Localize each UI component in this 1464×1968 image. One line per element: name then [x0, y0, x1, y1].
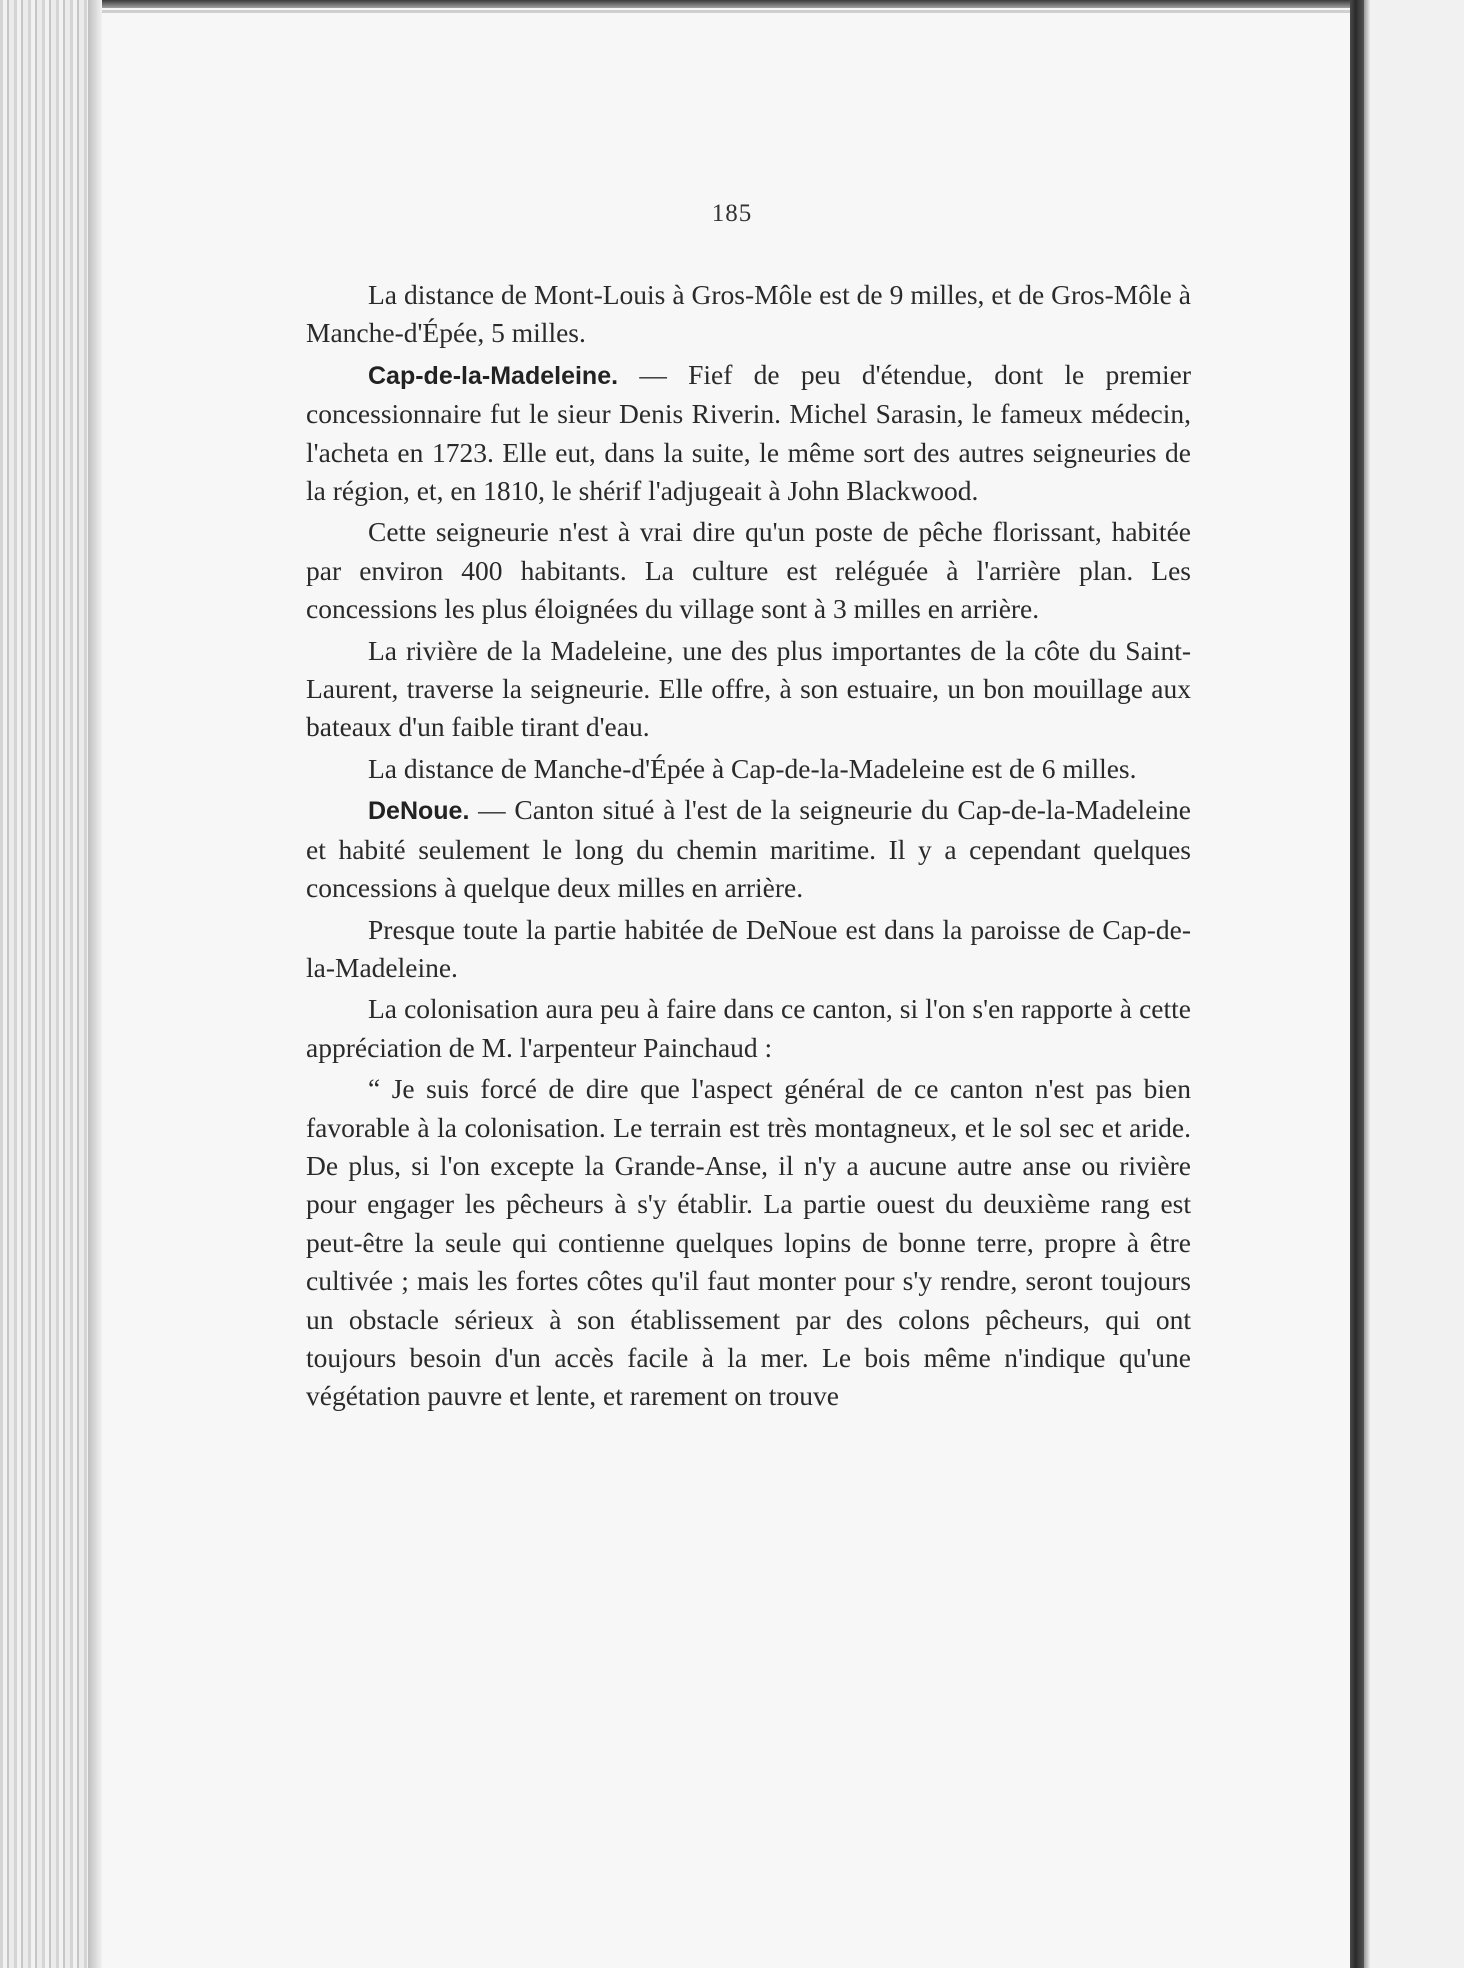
gutter-spine [1350, 0, 1364, 1968]
facing-page-edge [1364, 0, 1464, 1968]
paragraph-text: “ Je suis forcé de dire que l'aspect général de ce canton n'est pas bien favorable à la colonisation. Le terrain est très montagneux, et le sol sec et aride. De plus, si l'on excepte la Grande-Anse, il n'y a aucune autre anse ou rivière pour engager les pêcheurs à s'y établir. La partie ouest du deuxième rang est peut-être la seule qui contienne quelques lopins de bonne terre, propre à être cultivée ; mais les fortes côtes qu'il faut monter pour s'y rendre, seront toujours un obstacle sérieux à son établissement par des colons pêcheurs, qui ont toujours besoin d'un accès facile à la mer. Le bois même n'indique qu'une végétation pauvre et lente, et rarement on trouve [306, 1073, 1191, 1412]
paragraph-seigneurie [306, 513, 1191, 628]
page-number: 185 [711, 200, 753, 227]
paragraph-text: — Fief de peu d'étendue, dont le premier concessionnaire fut le sieur Denis Riverin. Michel Sarasin, le fameux médecin, l'acheta en 1723. Elle eut, dans la suite, le même sort des autres seigneuries de la région, et, en 1810, le shérif l'adjugeait à John Blackwood. [306, 358, 1191, 507]
paragraph-colonisation [306, 990, 1191, 1067]
paragraph-quotation [306, 1070, 1191, 1416]
paragraph-text: La colonisation aura peu à faire dans ce canton, si l'on s'en rapporte à cette appréciation de M. l'arpenteur Painchaud : [306, 993, 1191, 1063]
paragraph-denoue [306, 791, 1191, 907]
paragraph-text: La distance de Manche-d'Épée à Cap-de-la-Madeleine est de 6 milles. [368, 752, 1137, 784]
paragraph-text: Cette seigneurie n'est à vrai dire qu'un poste de pêche florissant, habitée par environ 400 habitants. La culture est reléguée à l'arrière plan. Les concessions les plus éloignées du village sont à 3 milles en arrière. [306, 516, 1191, 625]
binding-shadow [88, 0, 102, 1968]
paragraph-riviere-madeleine [306, 632, 1191, 747]
paragraph-paroisse [306, 911, 1191, 988]
top-edge [0, 0, 1464, 8]
paragraph-text: — Canton situé à l'est de la seigneurie du Cap-de-la-Madeleine et habité seulement le long du chemin maritime. Il y a cependant quelques concessions à quelque deux milles en arrière. [306, 794, 1191, 904]
paragraph-text: La rivière de la Madeleine, une des plus importantes de la côte du Saint-Laurent, traverse la seigneurie. Elle offre, à son estuaire, un bon mouillage aux bateaux d'un faible tirant d'eau. [306, 634, 1191, 743]
section-heading: DeNoue. [368, 797, 470, 826]
body-text [306, 276, 1191, 1419]
paragraph-text: Presque toute la partie habitée de DeNoue est dans la paroisse de Cap-de-la-Madeleine. [306, 913, 1191, 983]
paragraph-distance-manche-depee [306, 750, 1191, 788]
paragraph-distance-mont-louis [306, 276, 1191, 353]
section-heading: Cap-de-la-Madeleine. [368, 361, 619, 390]
paragraph-cap-de-la-madeleine [306, 356, 1191, 511]
stacked-page-edges [0, 0, 88, 1968]
facing-page-shadow [1364, 0, 1370, 1968]
paragraph-text: La distance de Mont-Louis à Gros-Môle est de 9 milles, et de Gros-Môle à Manche-d'Épée, 5 milles. [306, 279, 1191, 349]
